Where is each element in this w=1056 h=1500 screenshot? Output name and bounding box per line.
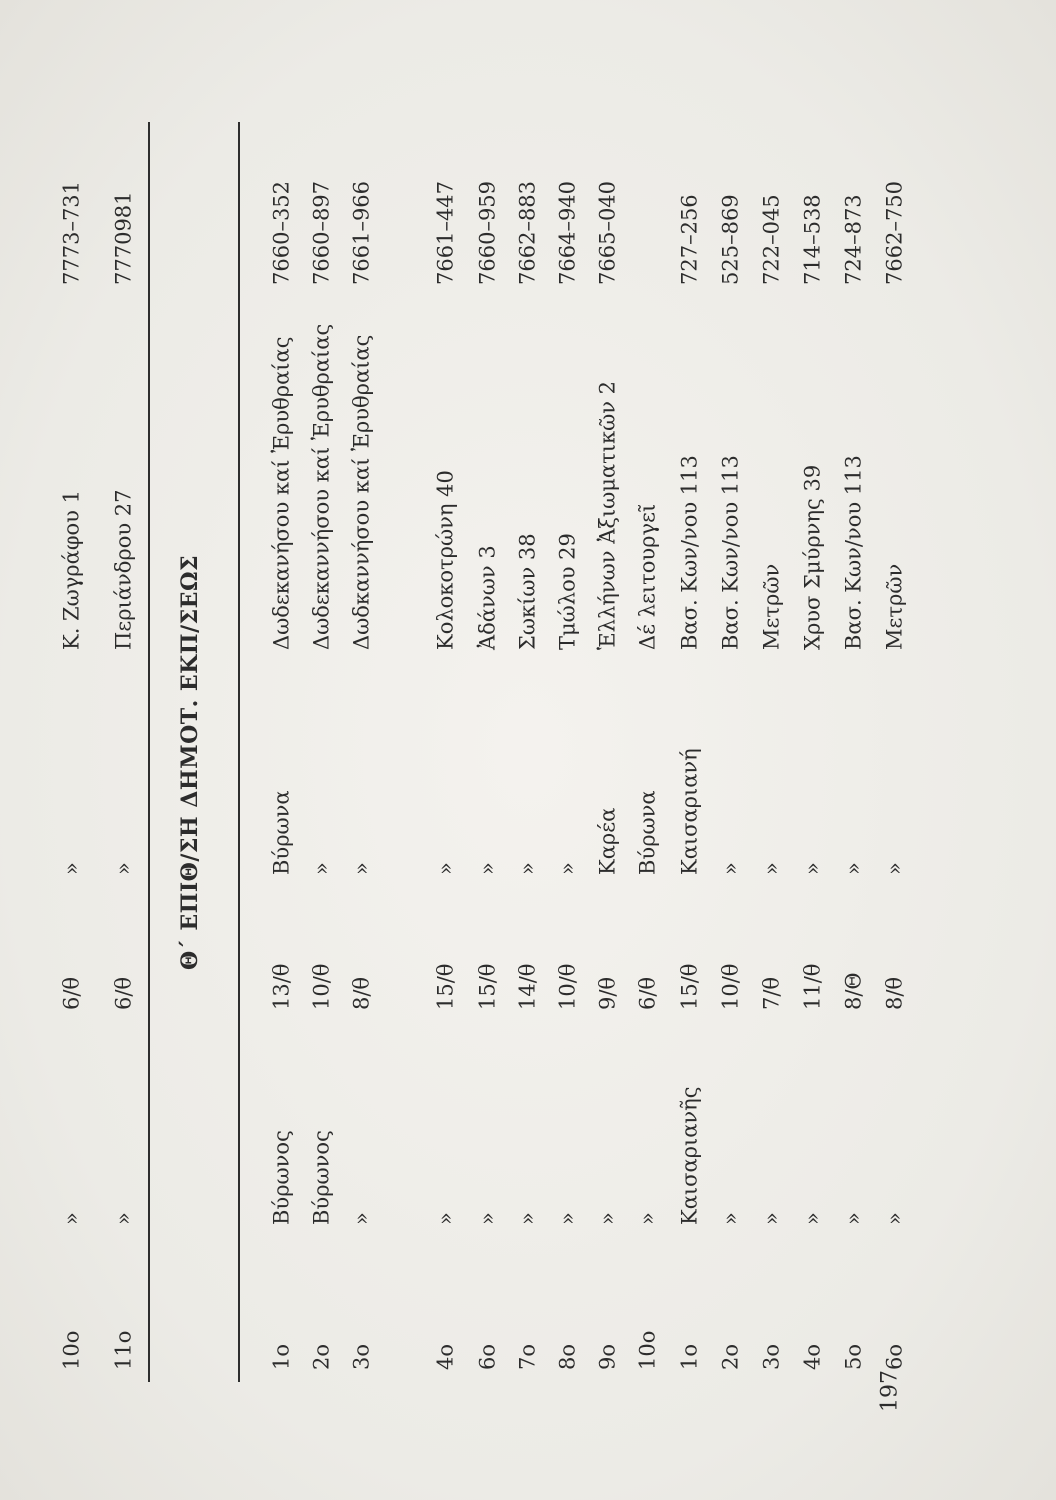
rows-insp-cell: 13/θ bbox=[269, 963, 294, 1010]
rows-insp-cell: 8/θ bbox=[882, 976, 907, 1010]
rows-phone-cell: 7660–959 bbox=[475, 180, 500, 285]
rows-area-cell: » bbox=[635, 1212, 660, 1225]
section-heading: Θ΄ ΕΠΙΘ/ΣΗ ΔΗΜΟΤ. ΕΚΠ/ΣΕΩΣ bbox=[177, 554, 203, 970]
rows-phone-cell: 7661–447 bbox=[433, 180, 458, 285]
rows-phone-cell: 7664–940 bbox=[555, 180, 580, 285]
rows-town-cell: Καισαριανή bbox=[677, 748, 702, 875]
rows-town-cell: » bbox=[349, 862, 374, 875]
rows-phone-cell: 7662–750 bbox=[882, 180, 907, 285]
rows-no-cell: 3ο bbox=[349, 1343, 374, 1370]
top_rows-insp-cell: 6/θ bbox=[59, 976, 84, 1010]
rows-phone-cell: 727–256 bbox=[677, 194, 702, 285]
top_rows-no-cell: 10ο bbox=[59, 1330, 84, 1370]
rows-insp-cell: 6/θ bbox=[635, 976, 660, 1010]
rows-area-cell: » bbox=[595, 1212, 620, 1225]
rows-area-cell: Βύρωνος bbox=[269, 1130, 294, 1225]
rows-town-cell: » bbox=[433, 862, 458, 875]
rows-town-cell: » bbox=[515, 862, 540, 875]
rows-no-cell: 7ο bbox=[515, 1343, 540, 1370]
rows-phone-cell: 7665–040 bbox=[595, 180, 620, 285]
rows-insp-cell: 7/θ bbox=[759, 976, 784, 1010]
top_rows-phone-cell: 7773–731 bbox=[59, 180, 84, 285]
rows-addr-cell: Σωκίων 38 bbox=[515, 533, 540, 650]
rows-area-cell: » bbox=[433, 1212, 458, 1225]
rows-addr-cell: Βασ. Κων/νου 113 bbox=[718, 455, 743, 650]
rows-insp-cell: 10/θ bbox=[309, 963, 334, 1010]
rows-addr-cell: Ἀδάνων 3 bbox=[475, 545, 500, 650]
rows-insp-cell: 14/θ bbox=[515, 963, 540, 1010]
rows-addr-cell: Χρυσ Σμύρνης 39 bbox=[800, 464, 825, 650]
rows-insp-cell: 10/θ bbox=[718, 963, 743, 1010]
rows-no-cell: 1ο bbox=[269, 1343, 294, 1370]
rows-no-cell: 2ο bbox=[718, 1343, 743, 1370]
rows-phone-cell: 7662–883 bbox=[515, 180, 540, 285]
rows-area-cell: Βύρωνος bbox=[309, 1130, 334, 1225]
rows-area-cell: » bbox=[841, 1212, 866, 1225]
rows-area-cell: » bbox=[555, 1212, 580, 1225]
rows-area-cell: » bbox=[882, 1212, 907, 1225]
rows-area-cell: » bbox=[515, 1212, 540, 1225]
rows-town-cell: » bbox=[882, 862, 907, 875]
rows-area-cell: Καισαριανῆς bbox=[677, 1086, 702, 1225]
rows-no-cell: 6ο bbox=[475, 1343, 500, 1370]
rows-addr-cell: Βασ. Κων/νου 113 bbox=[677, 455, 702, 650]
rows-insp-cell: 8/Θ bbox=[841, 972, 866, 1010]
rows-town-cell: » bbox=[800, 862, 825, 875]
rows-no-cell: 5ο bbox=[841, 1343, 866, 1370]
top-divider-rule bbox=[148, 122, 150, 1382]
rows-insp-cell: 15/θ bbox=[475, 963, 500, 1010]
rows-phone-cell: 7660–352 bbox=[269, 180, 294, 285]
rows-insp-cell: 9/θ bbox=[595, 976, 620, 1010]
rows-insp-cell: 15/θ bbox=[677, 963, 702, 1010]
rows-area-cell: » bbox=[349, 1212, 374, 1225]
rows-area-cell: » bbox=[800, 1212, 825, 1225]
top_rows-town-cell: » bbox=[59, 862, 84, 875]
rows-insp-cell: 10/θ bbox=[555, 963, 580, 1010]
rows-no-cell: 9ο bbox=[595, 1343, 620, 1370]
top_rows-insp-cell: 6/θ bbox=[111, 976, 136, 1010]
rows-phone-cell: 7660–897 bbox=[309, 180, 334, 285]
rows-no-cell: 4ο bbox=[433, 1343, 458, 1370]
rows-addr-cell: Ἑλλήνων Ἀξιωματικῶν 2 bbox=[595, 380, 620, 650]
rows-town-cell: » bbox=[475, 862, 500, 875]
section-divider-rule bbox=[238, 122, 240, 1382]
top_rows-area-cell: » bbox=[59, 1212, 84, 1225]
rows-addr-cell: Δέ λειτουργεῖ bbox=[635, 503, 660, 650]
rows-insp-cell: 11/θ bbox=[800, 963, 825, 1010]
top_rows-no-cell: 11ο bbox=[111, 1330, 136, 1370]
rows-town-cell: » bbox=[309, 862, 334, 875]
top_rows-addr-cell: Κ. Ζωγράφου 1 bbox=[59, 490, 84, 650]
rows-phone-cell: 722–045 bbox=[759, 194, 784, 285]
rows-town-cell: Βύρωνα bbox=[269, 790, 294, 875]
rows-addr-cell: Δωδεκανήσου καί Ἐρυθραίας bbox=[269, 336, 294, 650]
rows-town-cell: Βύρωνα bbox=[635, 790, 660, 875]
top_rows-area-cell: » bbox=[111, 1212, 136, 1225]
rows-insp-cell: 15/θ bbox=[433, 963, 458, 1010]
rows-phone-cell: 525–869 bbox=[718, 194, 743, 285]
top_rows-phone-cell: 7770981 bbox=[111, 191, 136, 285]
rows-phone-cell: 7661–966 bbox=[349, 180, 374, 285]
rows-phone-cell: 724–873 bbox=[841, 194, 866, 285]
rows-no-cell: 4ο bbox=[800, 1343, 825, 1370]
rows-town-cell: Καρέα bbox=[595, 807, 620, 875]
rows-area-cell: » bbox=[475, 1212, 500, 1225]
top_rows-addr-cell: Περιάνδρου 27 bbox=[111, 489, 136, 650]
rows-town-cell: » bbox=[841, 862, 866, 875]
rows-town-cell: » bbox=[718, 862, 743, 875]
rows-addr-cell: Κολοκοτρώνη 40 bbox=[433, 470, 458, 650]
rows-addr-cell: Μετρῶν bbox=[882, 563, 907, 650]
rows-town-cell: » bbox=[759, 862, 784, 875]
rows-no-cell: 3ο bbox=[759, 1343, 784, 1370]
rows-area-cell: » bbox=[759, 1212, 784, 1225]
rows-no-cell: 6ο bbox=[882, 1343, 907, 1370]
top_rows-town-cell: » bbox=[111, 862, 136, 875]
rows-insp-cell: 8/θ bbox=[349, 976, 374, 1010]
rows-area-cell: » bbox=[718, 1212, 743, 1225]
rows-no-cell: 8ο bbox=[555, 1343, 580, 1370]
rows-addr-cell: Δωδεκαννήσου καί Ἐρυθραίας bbox=[309, 323, 334, 650]
rows-phone-cell: 714–538 bbox=[800, 194, 825, 285]
rows-addr-cell: Δωδκαννήσου καί Ἐρυθραίας bbox=[349, 334, 374, 650]
rows-no-cell: 1ο bbox=[677, 1343, 702, 1370]
rows-no-cell: 10ο bbox=[635, 1330, 660, 1370]
rows-addr-cell: Μετρῶν bbox=[759, 563, 784, 650]
rows-no-cell: 2ο bbox=[309, 1343, 334, 1370]
rows-town-cell: » bbox=[555, 862, 580, 875]
rows-addr-cell: Τμώλου 29 bbox=[555, 533, 580, 650]
page-number: 197 bbox=[877, 1370, 903, 1412]
rows-addr-cell: Βασ. Κων/νου 113 bbox=[841, 455, 866, 650]
